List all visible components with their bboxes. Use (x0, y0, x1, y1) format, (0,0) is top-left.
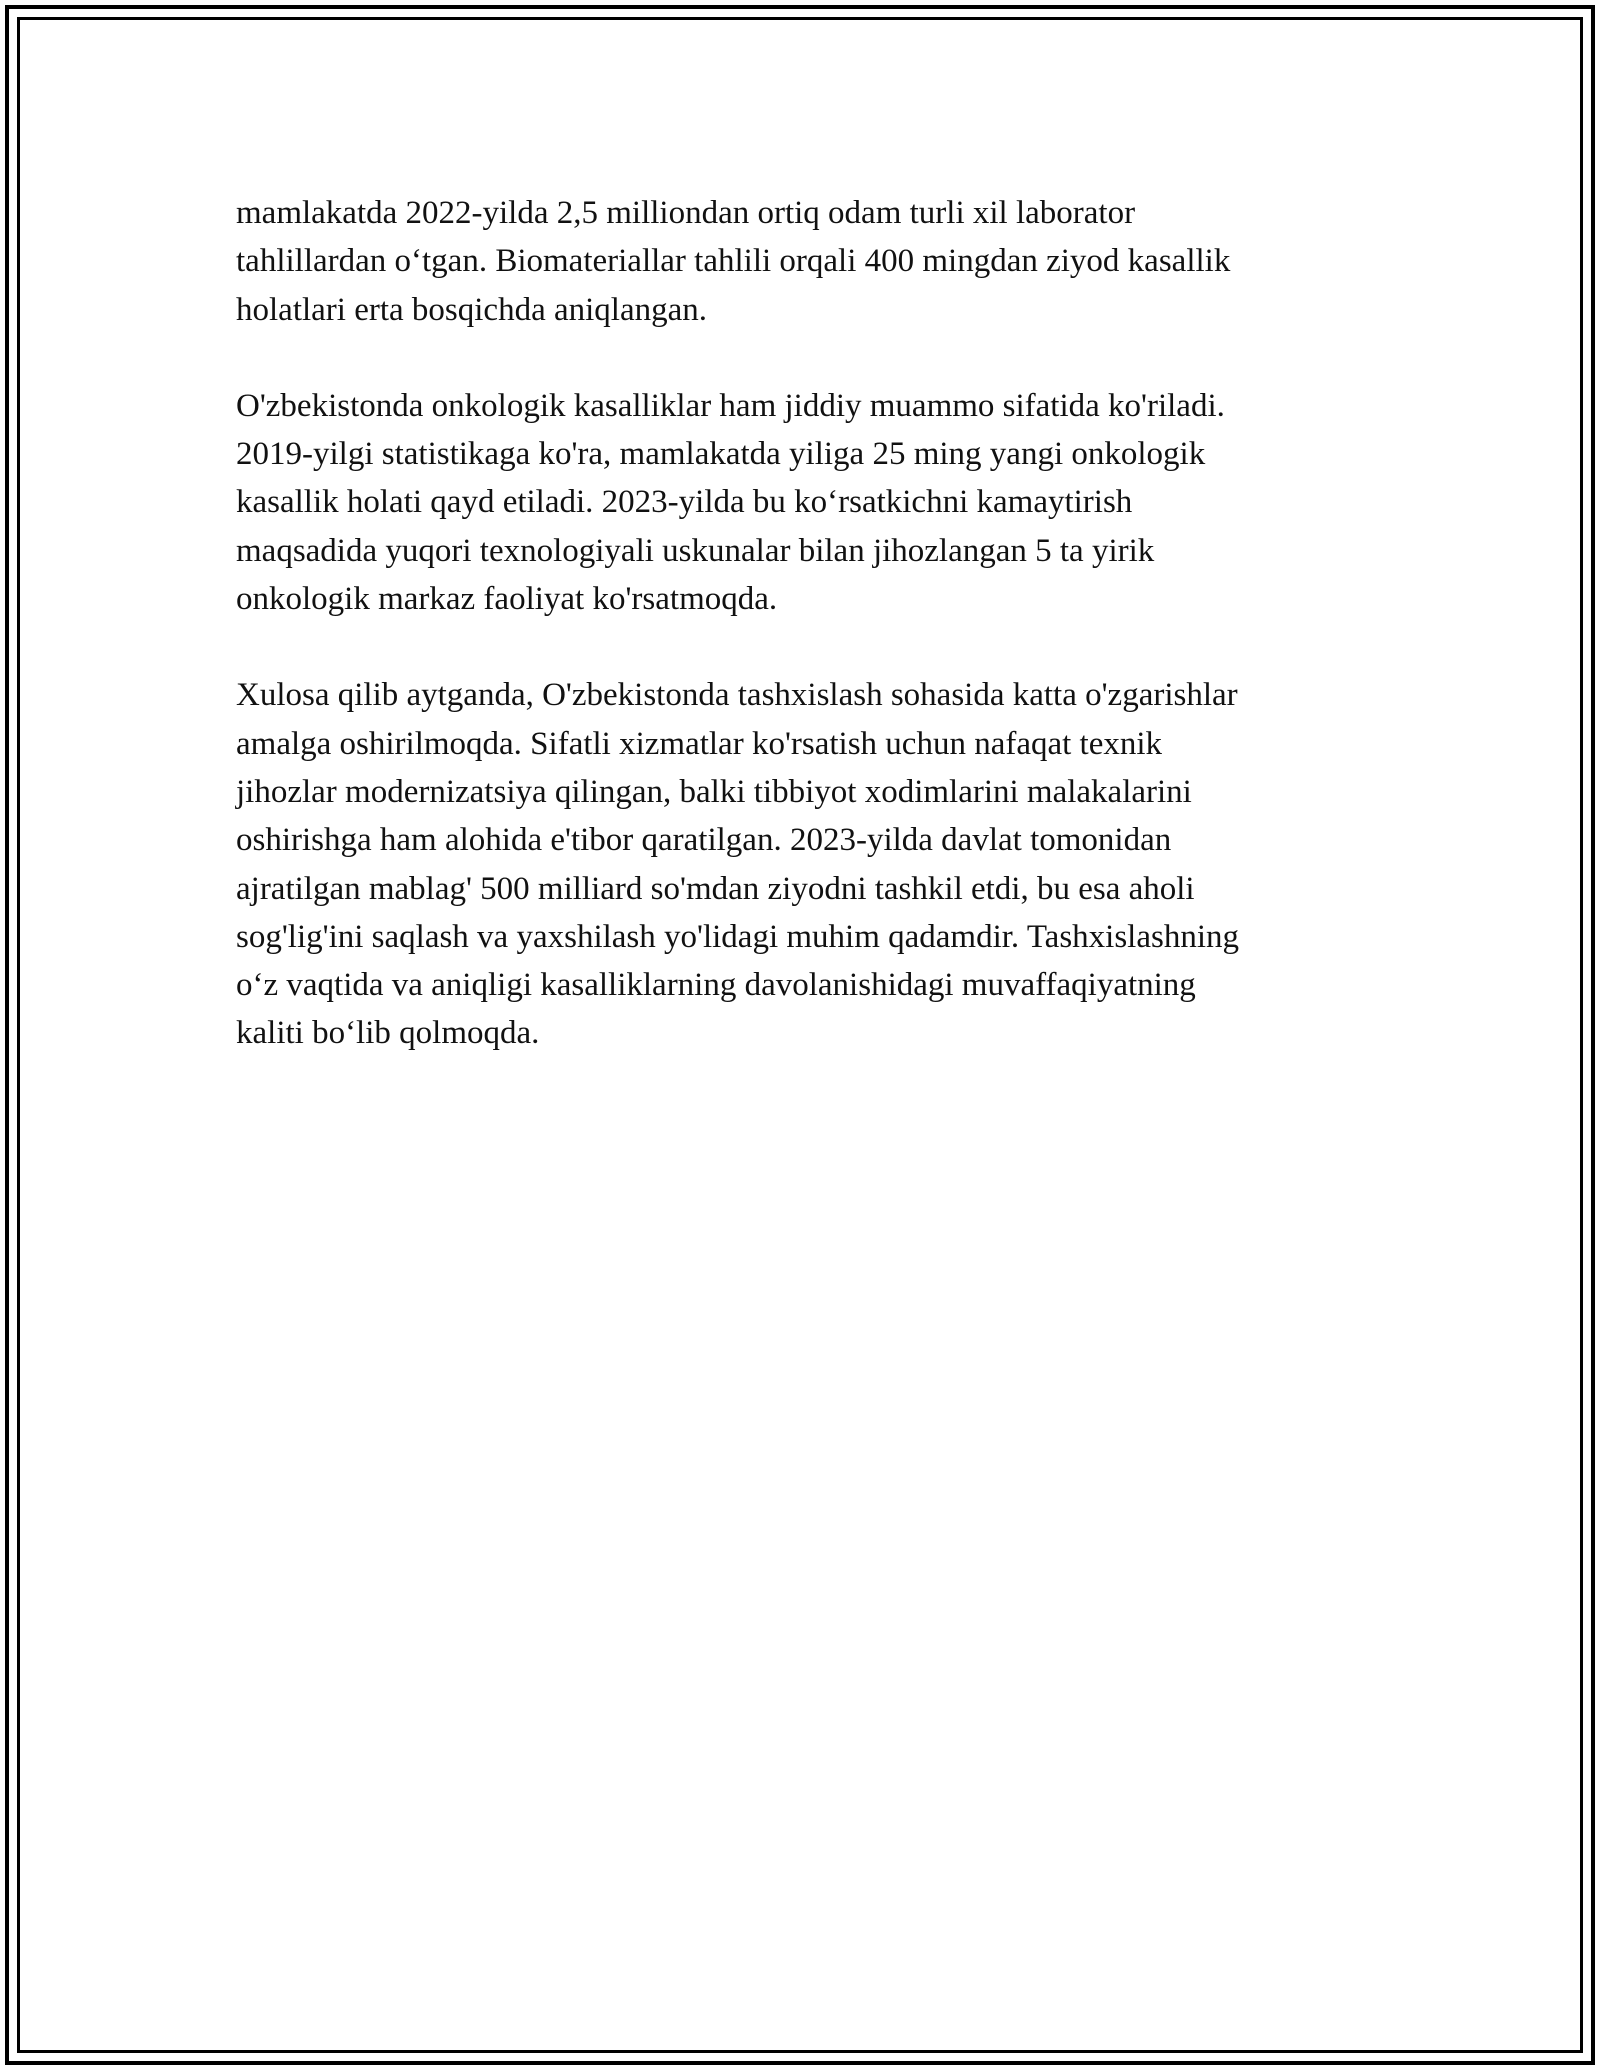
document-body (236, 189, 1366, 1106)
paragraph-lab-tests: mamlakatda 2022-yilda 2,5 milliondan ortiq odam turli xil laborator tahlillardan o‘tgan. Biomateriallar tahlili orqali 400 mingdan ziyod kasallik holatlari erta bosqichda aniqlangan. (236, 195, 1231, 328)
paragraph-oncology: O'zbekistonda onkologik kasalliklar ham jiddiy muammo sifatida ko'riladi. 2019-yilgi statistikaga ko'ra, mamlakatda yiliga 25 ming yangi onkologik kasallik holati qayd etiladi. 2023-yilda bu ko‘rsatkichni kamaytirish maqsadida yuqori texnologiyali uskunalar bilan jihozlangan 5 ta yirik onkologik markaz faoliyat ko'rsatmoqda. (236, 387, 1225, 618)
paragraph-conclusion: Xulosa qilib aytganda, O'zbekistonda tashxislash sohasida katta o'zgarishlar amalga oshirilmoqda. Sifatli xizmatlar ko'rsatish uchun nafaqat texnik jihozlar modernizatsiya qilingan, balki tibbiyot xodimlarini malakalarini oshirishga ham alohida e'tibor qaratilgan. 2023-yilda davlat tomonidan ajratilgan mablag' 500 milliard so'mdan ziyodni tashkil etdi, bu esa aholi sog'lig'ini saqlash va yaxshilash yo'lidagi muhim qadamdir. Tashxislashning o‘z vaqtida va aniqligi kasalliklarning davolanishidagi muvaffaqiyatning kaliti bo‘lib qolmoqda. (236, 677, 1240, 1052)
